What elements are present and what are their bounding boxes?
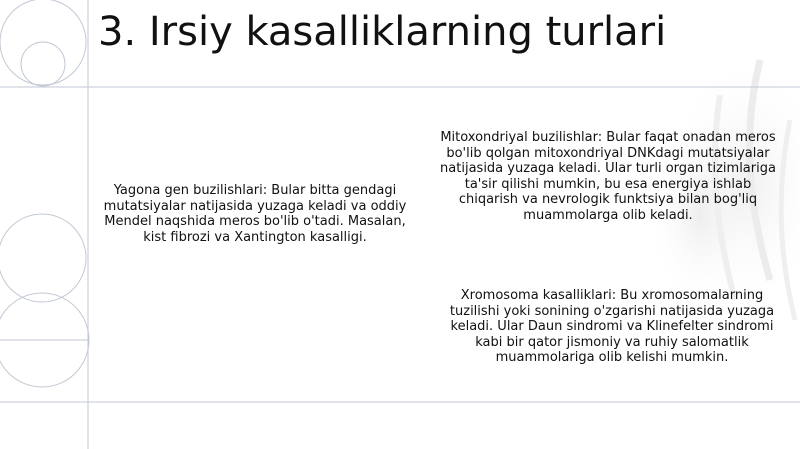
chromosomal-disorders-text: Xromosoma kasalliklari: Bu xromosomalarning tuzilishi yoki sonining o'zgarishi natijasida yuzaga keladi. Ular Daun sindromi va Klinefelter sindromi kabi bir qator jismoniy va ruhiy salomatlik muammolariga olib kelishi mumkin. xyxy=(449,288,775,365)
slide-title: 3. Irsiy kasalliklarning turlari xyxy=(98,9,667,55)
circle-small-top xyxy=(21,42,65,86)
single-gene-disorders-text: Yagona gen buzilishlari: Bular bitta gendagi mutatsiyalar natijasida yuzaga keladi va oddiy Mendel naqshida meros bo'lib o'tadi. Masalan, kist fibrozi va Xantington kasalligi. xyxy=(103,183,407,245)
mitochondrial-disorders-text: Mitoxondriyal buzilishlar: Bular faqat onadan meros bo'lib qolgan mitoxondriyal DNKdagi mutatsiyalar natijasida yuzaga keladi. Ular turli organ tizimlariga ta'sir qilishi mumkin, bu esa energiya ishlab chiqarish va nevrologik funktsiya bilan bog'liq muammolarga olib keladi. xyxy=(440,130,776,223)
circle-middle xyxy=(0,214,86,302)
